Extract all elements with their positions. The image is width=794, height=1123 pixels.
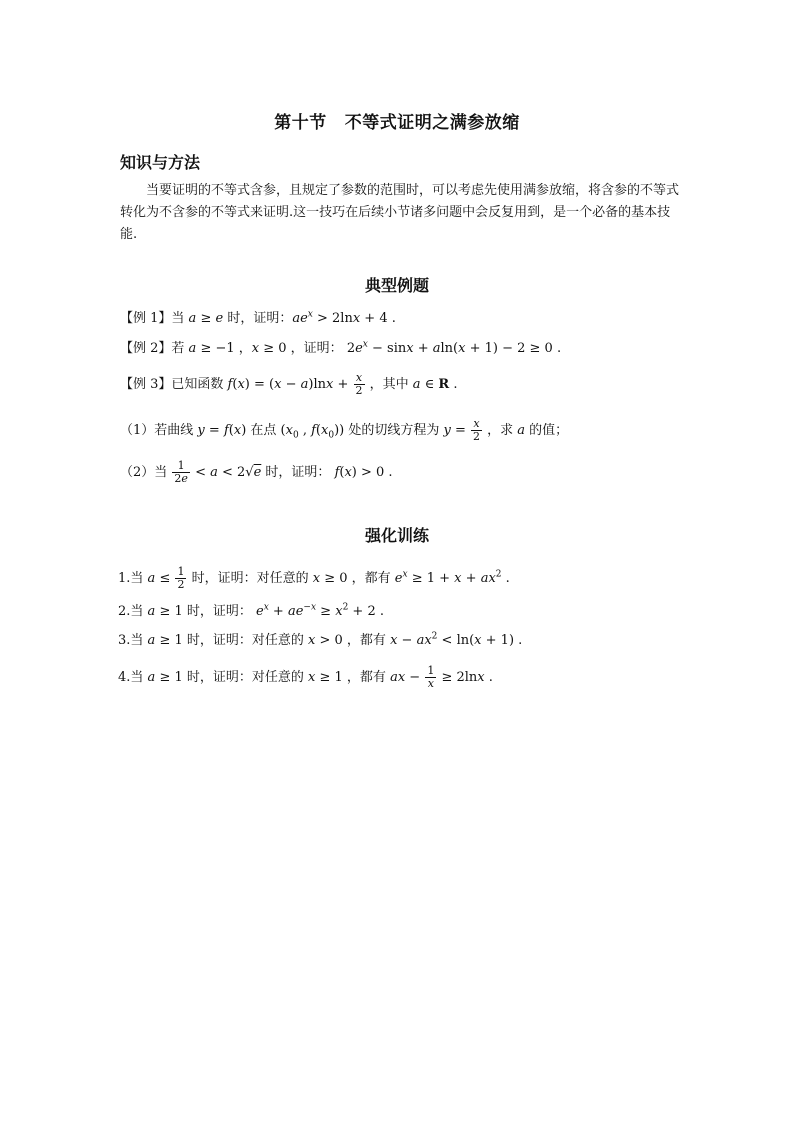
example-3-label: 【例 3】: [120, 377, 172, 392]
example-3-q2-label: （2）: [120, 465, 155, 480]
example-2-label: 【例 2】: [120, 341, 172, 356]
example-1-label: 【例 1】: [120, 311, 172, 326]
knowledge-paragraph-text: 当要证明的不等式含参，且规定了参数的范围时，可以考虑先使用满参放缩，将含参的不等式转化为不含参的不等式来证明.这一技巧在后续小节诸多问题中会反复用到，是一个必备的基本技能.: [120, 183, 680, 242]
examples-heading: 典型例题: [364, 276, 429, 295]
example-1: 【例 1】当 a ≥ e 时，证明：$ae^x > 2\ln x + 4$ .: [120, 309, 396, 326]
example-3-q1-label: （1）: [120, 423, 155, 438]
training-item-3: 3.当 a ≥ 1 时，证明：对任意的 x > 0 ，都有 $x - ax^2 < \ln(x + 1)$ .: [118, 631, 523, 648]
title-section-number: 第十节: [274, 113, 327, 133]
example-3: 【例 3】已知函数 f(x) = (x − a)lnx + $\frac{x}{2}$ ，其中 a ∈ R .: [120, 371, 458, 397]
training-item-4: 4.当 a ≥ 1 时，证明：对任意的 x ≥ 1 ，都有 ax − $\frac{1}{x}$ ≥ 2lnx .: [118, 664, 493, 690]
knowledge-paragraph: [120, 180, 680, 246]
example-3-question-2: （2）当 $\frac{1}{2e}$ < a < 2√e 时，证明： f(x) > 0 .: [120, 459, 393, 485]
training-heading: 强化训练: [364, 526, 429, 545]
example-3-question-1: （1）若曲线 y = f(x) 在点 ($x_0$ , $f(x_0)$) 处的切线方程为 y = $\frac{x}{2}$ ，求 a 的值；: [120, 417, 569, 443]
example-2: 【例 2】若 a ≥ −1 ，x ≥ 0 ，证明： $2e^x - \sin x + aln(x + 1) - 2 \ge 0$ .: [120, 339, 562, 356]
page-title: [0, 108, 794, 133]
knowledge-heading: 知识与方法: [120, 153, 201, 172]
training-item-2: 2.当 a ≥ 1 时，证明： $e^x + ae^{-x} \ge x^2 + 2$ .: [118, 602, 384, 619]
training-item-1: 1.当 a ≤ $\frac{1}{2}$ 时，证明：对任意的 x ≥ 0 ，都有 $e^x \ge 1 + x + ax^2$ .: [118, 565, 510, 591]
title-topic: 不等式证明之满参放缩: [344, 113, 520, 133]
